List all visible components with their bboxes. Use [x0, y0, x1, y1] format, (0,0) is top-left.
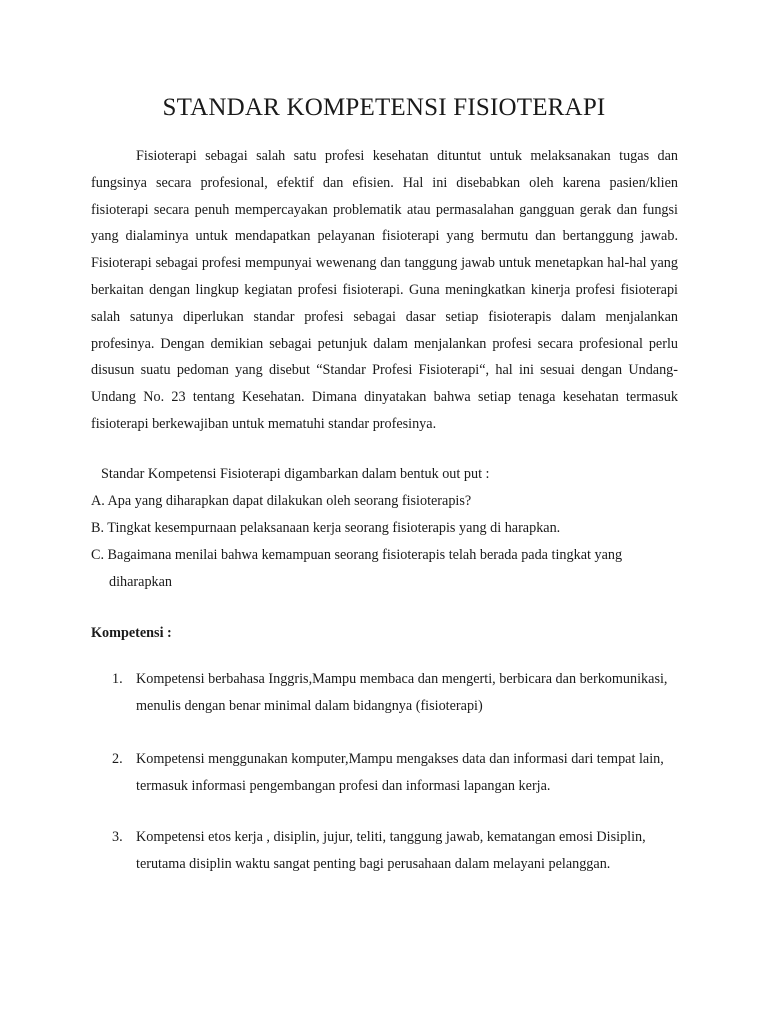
question-a: A. Apa yang diharapkan dapat dilakukan oleh seorang fisioterapis? [91, 493, 472, 509]
list-item-number: 2. [112, 751, 123, 767]
question-c [91, 542, 678, 596]
list-item-text: Kompetensi menggunakan komputer,Mampu mengakses data dan informasi dari tempat lain, termasuk informasi pengembangan profesi dan informasi lapangan kerja. [136, 751, 664, 794]
list-item [112, 746, 678, 800]
question-b: B. Tingkat kesempurnaan pelaksanaan kerja seorang fisioterapis yang di harapkan. [91, 520, 561, 536]
question-c-continuation: diharapkan [109, 573, 173, 590]
list-item-text: Kompetensi berbahasa Inggris,Mampu membaca dan mengerti, berbicara dan berkomunikasi, menulis dengan benar minimal dalam bidangnya (fisioterapi) [136, 671, 668, 714]
document-title: STANDAR KOMPETENSI FISIOTERAPI [162, 94, 606, 121]
list-item [112, 666, 678, 720]
list-item-number: 1. [112, 671, 123, 687]
question-c-text: C. Bagaimana menilai bahwa kemampuan seorang fisioterapis telah berada pada tingkat yang [91, 547, 623, 563]
section-heading-kompetensi: Kompetensi : [91, 625, 172, 641]
list-item [112, 824, 678, 878]
outline-intro: Standar Kompetensi Fisioterapi digambarkan dalam bentuk out put : [101, 466, 490, 482]
list-item-text: Kompetensi etos kerja , disiplin, jujur, teliti, tanggung jawab, kematangan emosi Disiplin, terutama disiplin waktu sangat penting bagi perusahaan dalam melayani pelanggan. [136, 829, 646, 872]
list-item-number: 3. [112, 829, 123, 845]
intro-paragraph: Fisioterapi sebagai salah satu profesi kesehatan dituntut untuk melaksanakan tugas dan fungsinya secara profesional, efektif dan efisien. Hal ini disebabkan oleh karena pasien/klien fisioterapi secara penuh mempercayakan problematik atau permasalahan gangguan gerak dan fungsi yang dialaminya untuk mendapatkan pelayanan fisioterapi yang bermutu dan bertanggung jawab. Fisioterapi sebagai profesi mempunyai wewenang dan tanggung jawab untuk menetapkan hal-hal yang berkaitan dengan lingkup kegiatan profesi fisioterapi. Guna meningkatkan kinerja profesi fisioterapi salah satunya diperlukan standar profesi sebagai dasar setiap fisioterapis dalam menjalankan profesinya. Dengan demikian sebagai petunjuk dalam menjalankan profesi secara profesional perlu disusun suatu pedoman yang disebut “Standar Profesi Fisioterapi“, hal ini sesuai dengan Undang-Undang No. 23 tentang Kesehatan. Dimana dinyatakan bahwa setiap tenaga kesehatan termasuk fisioterapi berkewajiban untuk mematuhi standar profesinya. [91, 148, 678, 432]
